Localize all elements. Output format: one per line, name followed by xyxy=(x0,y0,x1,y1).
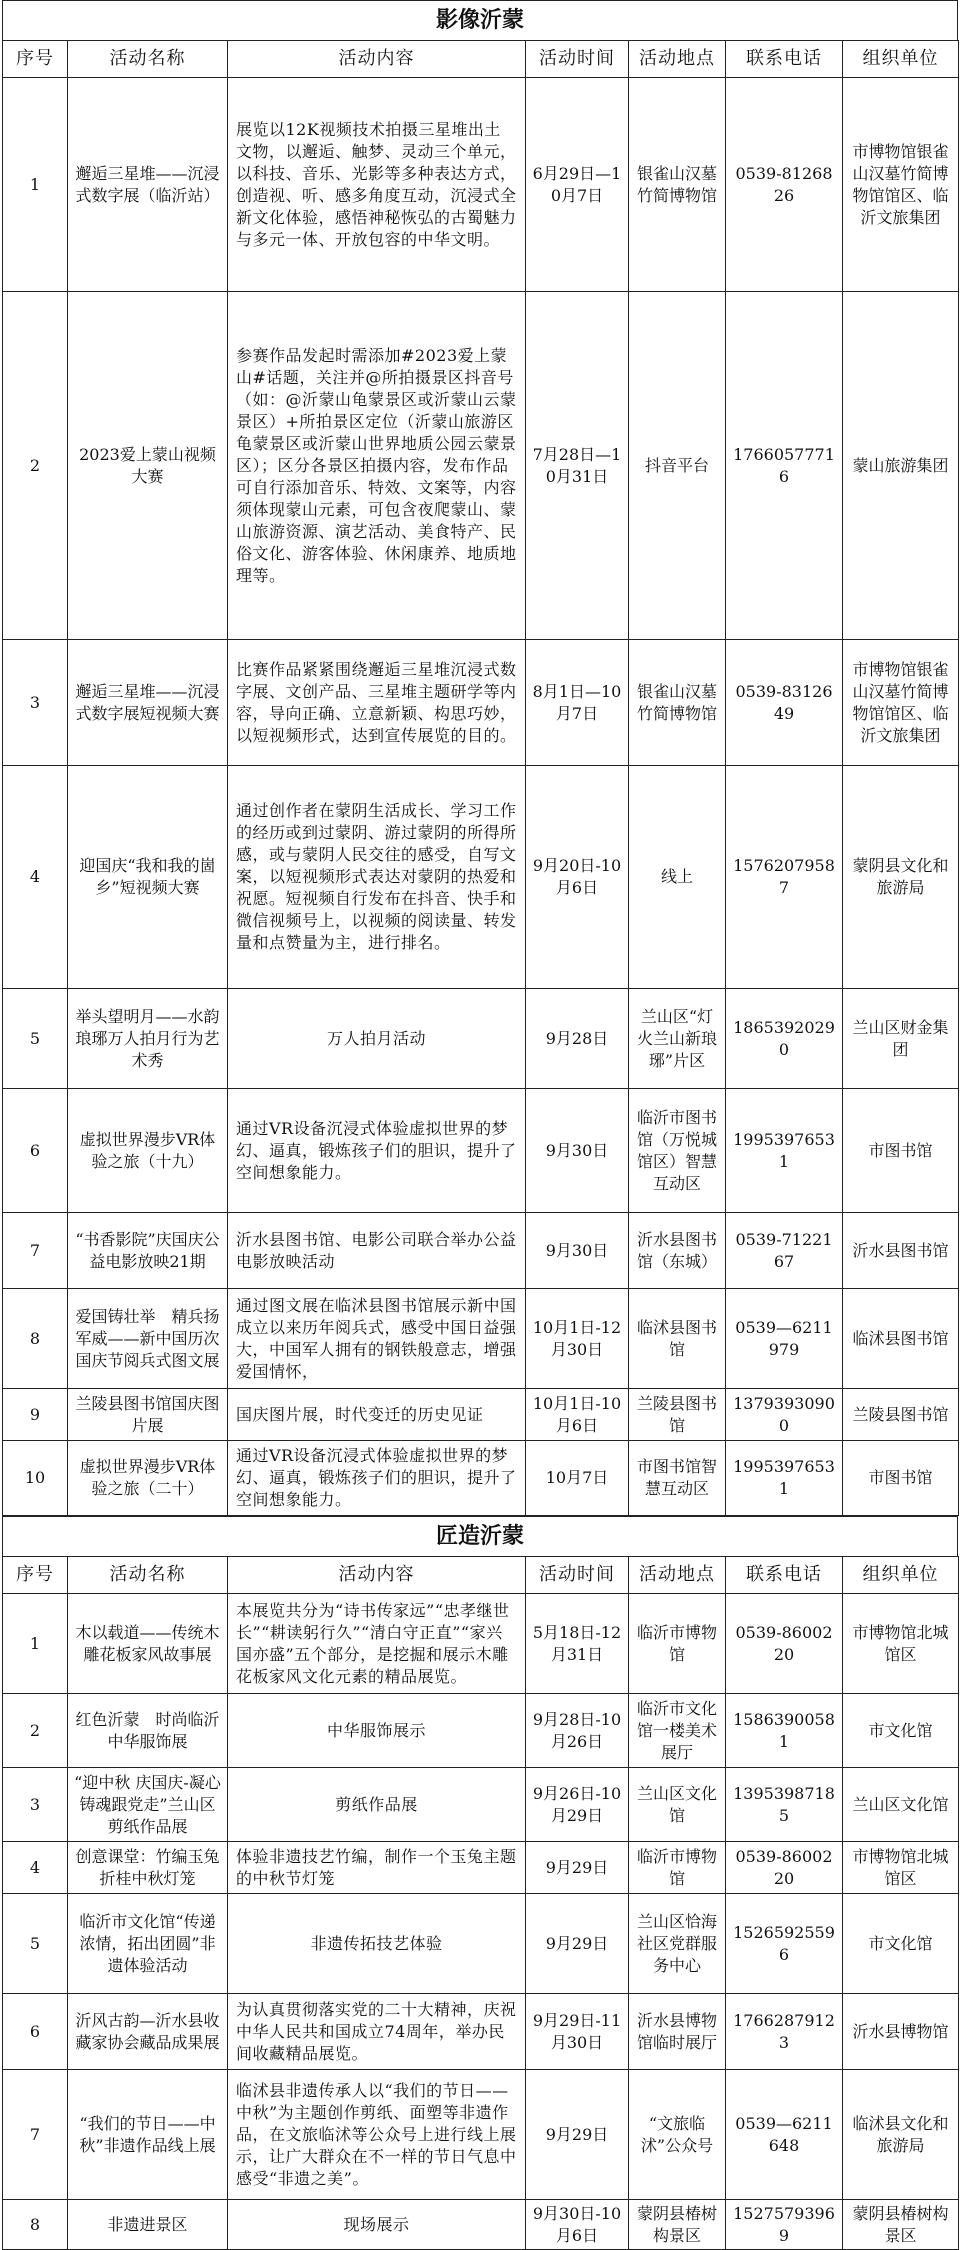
activity-table-2 xyxy=(2,1556,959,2250)
cell-no: 6 xyxy=(3,1089,68,1213)
table-row xyxy=(3,1842,959,1894)
cell-org: 兰山区财金集团 xyxy=(843,989,959,1089)
table-row xyxy=(3,1389,959,1441)
cell-time: 9月26日-10月29日 xyxy=(526,1768,629,1842)
cell-name: 红色沂蒙 时尚临沂中华服饰展 xyxy=(68,1694,228,1768)
table-row xyxy=(3,1894,959,1994)
header-place: 活动地点 xyxy=(629,1557,726,1594)
cell-phone: 15863900581 xyxy=(726,1694,843,1768)
table-header-row xyxy=(3,41,959,78)
table-row xyxy=(3,1089,959,1213)
cell-phone: 0539-8600220 xyxy=(726,1594,843,1694)
cell-content: 通过VR设备沉浸式体验虚拟世界的梦幻、逼真，锻炼孩子们的胆识，提升了空间想象能力。 xyxy=(228,1089,526,1213)
table-header-row xyxy=(3,1557,959,1594)
cell-name: 木以载道——传统木雕花板家风故事展 xyxy=(68,1594,228,1694)
table-row xyxy=(3,2070,959,2200)
cell-place: 临沭县图书馆 xyxy=(629,1289,726,1389)
cell-org: 蒙阴县椿树构景区 xyxy=(843,2200,959,2250)
cell-org: 沂水县图书馆 xyxy=(843,1213,959,1289)
cell-content: 万人拍月活动 xyxy=(228,989,526,1089)
cell-name: 邂逅三星堆——沉浸式数字展（临沂站） xyxy=(68,78,228,292)
table-row xyxy=(3,640,959,766)
cell-place: 线上 xyxy=(629,766,726,989)
header-phone: 联系电话 xyxy=(726,1557,843,1594)
cell-name: “书香影院”庆国庆公益电影放映21期 xyxy=(68,1213,228,1289)
cell-place: 兰山区“灯火兰山新琅琊”片区 xyxy=(629,989,726,1089)
cell-phone: 19953976531 xyxy=(726,1441,843,1516)
cell-phone: 0539-8312649 xyxy=(726,640,843,766)
header-org: 组织单位 xyxy=(843,1557,959,1594)
cell-no: 4 xyxy=(3,1842,68,1894)
cell-name: “迎中秋 庆国庆-凝心铸魂跟党走”兰山区剪纸作品展 xyxy=(68,1768,228,1842)
cell-no: 3 xyxy=(3,1768,68,1842)
section-title-1: 影像沂蒙 xyxy=(2,0,958,40)
cell-time: 9月30日 xyxy=(526,1089,629,1213)
cell-place: 抖音平台 xyxy=(629,292,726,640)
header-time: 活动时间 xyxy=(526,1557,629,1594)
cell-phone: 17662879123 xyxy=(726,1994,843,2070)
cell-no: 10 xyxy=(3,1441,68,1516)
cell-place: 兰山区文化馆 xyxy=(629,1768,726,1842)
cell-content: 为认真贯彻落实党的二十大精神，庆祝中华人民共和国成立74周年，举办民间收藏精品展览。 xyxy=(228,1994,526,2070)
cell-content: 现场展示 xyxy=(228,2200,526,2250)
cell-no: 8 xyxy=(3,2200,68,2250)
table-row xyxy=(3,292,959,640)
cell-time: 6月29日—10月7日 xyxy=(526,78,629,292)
cell-content: 通过VR设备沉浸式体验虚拟世界的梦幻、逼真，锻炼孩子们的胆识，提升了空间想象能力。 xyxy=(228,1441,526,1516)
cell-org: 市博物馆北城馆区 xyxy=(843,1594,959,1694)
cell-name: “我们的节日——中秋”非遗作品线上展 xyxy=(68,2070,228,2200)
cell-content: 非遗传拓技艺体验 xyxy=(228,1894,526,1994)
cell-time: 10月7日 xyxy=(526,1441,629,1516)
cell-org: 市文化馆 xyxy=(843,1694,959,1768)
cell-name: 举头望明月——水韵琅琊万人拍月行为艺术秀 xyxy=(68,989,228,1089)
cell-org: 蒙山旅游集团 xyxy=(843,292,959,640)
header-no: 序号 xyxy=(3,1557,68,1594)
table-row xyxy=(3,1768,959,1842)
table-row xyxy=(3,78,959,292)
table-row xyxy=(3,1994,959,2070)
cell-content: 展览以12K视频技术拍摄三星堆出土文物，以邂逅、触梦、灵动三个单元，以科技、音乐、光影等多种表达方式，创造视、听、感多角度互动，沉浸式全新文化体验，感悟神秘恢弘的古蜀魅力与多元一体、开放包容的中华文明。 xyxy=(228,78,526,292)
cell-time: 9月30日-10月6日 xyxy=(526,2200,629,2250)
cell-place: 市图书馆智慧互动区 xyxy=(629,1441,726,1516)
cell-place: 沂水县博物馆临时展厅 xyxy=(629,1994,726,2070)
cell-phone: 13953987185 xyxy=(726,1768,843,1842)
cell-org: 市图书馆 xyxy=(843,1089,959,1213)
cell-phone: 15265925596 xyxy=(726,1894,843,1994)
cell-phone: 19953976531 xyxy=(726,1089,843,1213)
cell-time: 9月29日 xyxy=(526,2070,629,2200)
cell-name: 迎国庆“我和我的崮乡”短视频大赛 xyxy=(68,766,228,989)
header-name: 活动名称 xyxy=(68,41,228,78)
header-org: 组织单位 xyxy=(843,41,959,78)
cell-org: 兰山区文化馆 xyxy=(843,1768,959,1842)
table-row xyxy=(3,1594,959,1694)
cell-no: 4 xyxy=(3,766,68,989)
cell-time: 9月30日 xyxy=(526,1213,629,1289)
cell-phone: 0539—6211979 xyxy=(726,1289,843,1389)
cell-time: 9月28日 xyxy=(526,989,629,1089)
table-row xyxy=(3,2200,959,2250)
table-row xyxy=(3,1289,959,1389)
cell-content: 体验非遗技艺竹编，制作一个玉兔主题的中秋节灯笼 xyxy=(228,1842,526,1894)
activity-table-1 xyxy=(2,40,959,1516)
cell-org: 市文化馆 xyxy=(843,1894,959,1994)
cell-content: 本展览共分为“诗书传家远”“忠孝继世长”“耕读躬行久”“清白守正直”“家兴国亦盛”五个部分，是挖掘和展示木雕花板家风文化元素的精品展览。 xyxy=(228,1594,526,1694)
cell-no: 8 xyxy=(3,1289,68,1389)
cell-org: 临沭县文化和旅游局 xyxy=(843,2070,959,2200)
cell-no: 2 xyxy=(3,292,68,640)
cell-name: 沂风古韵—沂水县收藏家协会藏品成果展 xyxy=(68,1994,228,2070)
cell-time: 9月20日-10月6日 xyxy=(526,766,629,989)
cell-content: 剪纸作品展 xyxy=(228,1768,526,1842)
cell-no: 7 xyxy=(3,1213,68,1289)
cell-content: 国庆图片展，时代变迁的历史见证 xyxy=(228,1389,526,1441)
cell-no: 1 xyxy=(3,1594,68,1694)
table-row xyxy=(3,1441,959,1516)
cell-time: 8月1日—10月7日 xyxy=(526,640,629,766)
cell-org: 蒙阴县文化和旅游局 xyxy=(843,766,959,989)
cell-org: 市博物馆北城馆区 xyxy=(843,1842,959,1894)
cell-phone: 0539-7122167 xyxy=(726,1213,843,1289)
cell-time: 10月1日-10月6日 xyxy=(526,1389,629,1441)
cell-content: 临沭县非遗传承人以“我们的节日——中秋”为主题创作剪纸、面塑等非遗作品，在文旅临沭等公众号上进行线上展示，让广大群众在不一样的节日气息中感受“非遗之美”。 xyxy=(228,2070,526,2200)
cell-name: 临沂市文化馆“传递浓情，拓出团圆”非遗体验活动 xyxy=(68,1894,228,1994)
section-title-2: 匠造沂蒙 xyxy=(2,1516,958,1556)
cell-content: 比赛作品紧紧围绕邂逅三星堆沉浸式数字展、文创产品、三星堆主题研学等内容，导向正确、立意新颖、构思巧妙，以短视频形式，达到宣传展览的目的。 xyxy=(228,640,526,766)
header-name: 活动名称 xyxy=(68,1557,228,1594)
cell-place: 临沂市图书馆（万悦城馆区）智慧互动区 xyxy=(629,1089,726,1213)
header-phone: 联系电话 xyxy=(726,41,843,78)
cell-place: 临沂市文化馆一楼美术展厅 xyxy=(629,1694,726,1768)
table-row xyxy=(3,1213,959,1289)
cell-content: 参赛作品发起时需添加#2023爱上蒙山#话题，关注并@所拍摄景区抖音号（如：@沂蒙山龟蒙景区或沂蒙山云蒙景区）+所拍景区定位（沂蒙山旅游区龟蒙景区或沂蒙山世界地质公园云蒙景区）；区分各景区拍摄内容，发布作品可自行添加音乐、特效、文案等，内容须体现蒙山元素，可包含夜爬蒙山、蒙山旅游资源、演艺活动、美食特产、民俗文化、游客体验、休闲康养、地质地理等。 xyxy=(228,292,526,640)
header-content: 活动内容 xyxy=(228,41,526,78)
cell-org: 沂水县博物馆 xyxy=(843,1994,959,2070)
cell-org: 市博物馆银雀山汉墓竹简博物馆馆区、临沂文旅集团 xyxy=(843,78,959,292)
cell-no: 2 xyxy=(3,1694,68,1768)
cell-place: 临沂市博物馆 xyxy=(629,1594,726,1694)
cell-phone: 18653920290 xyxy=(726,989,843,1089)
table-row xyxy=(3,766,959,989)
cell-name: 虚拟世界漫步VR体验之旅（二十） xyxy=(68,1441,228,1516)
cell-phone: 0539-8126826 xyxy=(726,78,843,292)
cell-no: 7 xyxy=(3,2070,68,2200)
cell-name: 2023爱上蒙山视频大赛 xyxy=(68,292,228,640)
cell-no: 1 xyxy=(3,78,68,292)
cell-no: 9 xyxy=(3,1389,68,1441)
cell-time: 10月1日-12月30日 xyxy=(526,1289,629,1389)
table-row xyxy=(3,1694,959,1768)
cell-time: 5月18日-12月31日 xyxy=(526,1594,629,1694)
cell-place: 银雀山汉墓竹简博物馆 xyxy=(629,640,726,766)
cell-phone: 13793930900 xyxy=(726,1389,843,1441)
cell-content: 中华服饰展示 xyxy=(228,1694,526,1768)
cell-name: 虚拟世界漫步VR体验之旅（十九） xyxy=(68,1089,228,1213)
cell-name: 创意课堂：竹编玉兔折桂中秋灯笼 xyxy=(68,1842,228,1894)
cell-phone: 15275793969 xyxy=(726,2200,843,2250)
cell-content: 沂水县图书馆、电影公司联合举办公益电影放映活动 xyxy=(228,1213,526,1289)
header-time: 活动时间 xyxy=(526,41,629,78)
cell-no: 6 xyxy=(3,1994,68,2070)
cell-no: 5 xyxy=(3,989,68,1089)
header-place: 活动地点 xyxy=(629,41,726,78)
cell-time: 9月28日-10月26日 xyxy=(526,1694,629,1768)
cell-name: 爱国铸壮举 精兵扬军威——新中国历次国庆节阅兵式图文展 xyxy=(68,1289,228,1389)
cell-no: 5 xyxy=(3,1894,68,1994)
cell-place: 银雀山汉墓竹简博物馆 xyxy=(629,78,726,292)
cell-time: 7月28日—10月31日 xyxy=(526,292,629,640)
cell-place: 沂水县图书馆（东城） xyxy=(629,1213,726,1289)
cell-name: 邂逅三星堆——沉浸式数字展短视频大赛 xyxy=(68,640,228,766)
cell-time: 9月29日 xyxy=(526,1894,629,1994)
cell-place: “文旅临沭”公众号 xyxy=(629,2070,726,2200)
header-content: 活动内容 xyxy=(228,1557,526,1594)
cell-place: 兰山区恰海社区党群服务中心 xyxy=(629,1894,726,1994)
document-page xyxy=(2,0,958,2250)
cell-place: 蒙阴县椿树构景区 xyxy=(629,2200,726,2250)
table-row xyxy=(3,989,959,1089)
cell-content: 通过创作者在蒙阴生活成长、学习工作的经历或到过蒙阴、游过蒙阴的所得所感，或与蒙阴人民交往的感受，自写文案，以短视频形式表达对蒙阴的热爱和祝愿。短视频自行发布在抖音、快手和微信视频号上，以视频的阅读量、转发量和点赞量为主，进行排名。 xyxy=(228,766,526,989)
cell-name: 非遗进景区 xyxy=(68,2200,228,2250)
cell-org: 市图书馆 xyxy=(843,1441,959,1516)
cell-phone: 0539-8600220 xyxy=(726,1842,843,1894)
cell-place: 临沂市博物馆 xyxy=(629,1842,726,1894)
cell-time: 9月29日 xyxy=(526,1842,629,1894)
cell-phone: 17660577716 xyxy=(726,292,843,640)
cell-time: 9月29日-11月30日 xyxy=(526,1994,629,2070)
cell-org: 市博物馆银雀山汉墓竹简博物馆馆区、临沂文旅集团 xyxy=(843,640,959,766)
cell-name: 兰陵县图书馆国庆图片展 xyxy=(68,1389,228,1441)
cell-org: 临沭县图书馆 xyxy=(843,1289,959,1389)
header-no: 序号 xyxy=(3,41,68,78)
cell-no: 3 xyxy=(3,640,68,766)
cell-content: 通过图文展在临沭县图书馆展示新中国成立以来历年阅兵式，感受中国日益强大，中国军人拥有的钢铁般意志，增强爱国情怀， xyxy=(228,1289,526,1389)
cell-org: 兰陵县图书馆 xyxy=(843,1389,959,1441)
cell-phone: 0539—6211648 xyxy=(726,2070,843,2200)
cell-place: 兰陵县图书馆 xyxy=(629,1389,726,1441)
cell-phone: 15762079587 xyxy=(726,766,843,989)
